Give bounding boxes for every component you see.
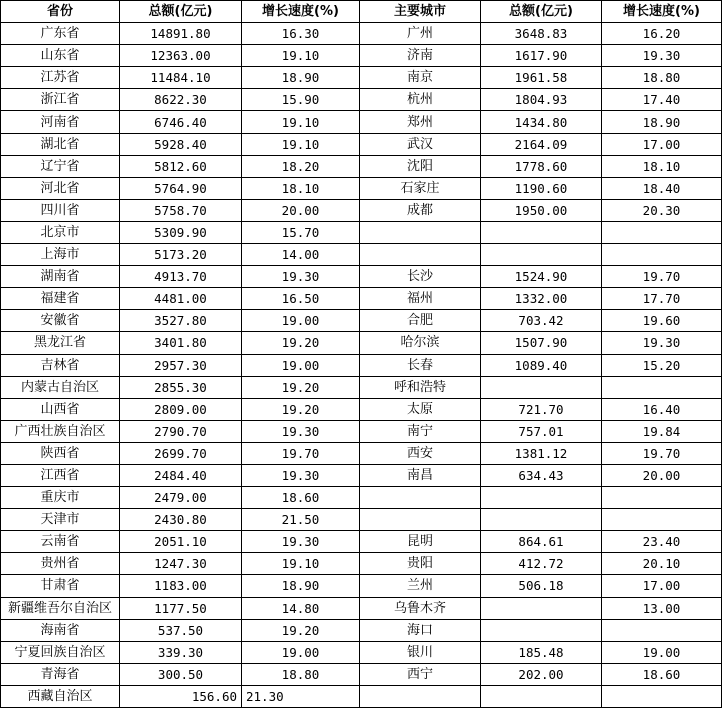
table-row [1,111,722,133]
cell-total: 3401.80 [120,332,242,354]
cell-province: 黑龙江省 [1,332,120,354]
header-row [1,1,722,23]
cell-growth: 19.30 [242,464,360,486]
cell-city: 呼和浩特 [360,376,481,398]
cell-growth: 20.00 [242,199,360,221]
cell-province: 广东省 [1,23,120,45]
cell-growth: 21.50 [242,509,360,531]
table-row [1,199,722,221]
cell-province: 安徽省 [1,310,120,332]
cell-city: 成都 [360,199,481,221]
table-row [1,531,722,553]
cell-city-total [481,509,602,531]
table-row [1,354,722,376]
cell-city [360,244,481,266]
cell-city-growth [602,487,722,509]
cell-city-growth: 19.00 [602,641,722,663]
cell-growth: 18.90 [242,67,360,89]
cell-total: 2957.30 [120,354,242,376]
cell-growth: 19.10 [242,133,360,155]
cell-city: 石家庄 [360,177,481,199]
table-body [1,23,722,708]
cell-city-growth: 18.90 [602,111,722,133]
cell-growth: 19.20 [242,332,360,354]
cell-total: 1247.30 [120,553,242,575]
table-row [1,420,722,442]
cell-province: 山东省 [1,45,120,67]
cell-city-total: 1950.00 [481,199,602,221]
cell-total: 11484.10 [120,67,242,89]
cell-province: 西藏自治区 [1,685,120,707]
cell-growth: 19.30 [242,266,360,288]
cell-city: 兰州 [360,575,481,597]
table-row [1,619,722,641]
cell-city: 杭州 [360,89,481,111]
cell-city-growth: 18.40 [602,177,722,199]
cell-growth: 19.30 [242,531,360,553]
cell-province: 江西省 [1,464,120,486]
table-row [1,288,722,310]
cell-province: 辽宁省 [1,155,120,177]
cell-city: 广州 [360,23,481,45]
header-city: 主要城市 [360,1,481,23]
cell-city: 济南 [360,45,481,67]
cell-province: 广西壮族自治区 [1,420,120,442]
cell-total: 2699.70 [120,442,242,464]
cell-total: 8622.30 [120,89,242,111]
cell-city-growth: 13.00 [602,597,722,619]
cell-city-total [481,597,602,619]
table-row [1,641,722,663]
cell-city-growth: 20.30 [602,199,722,221]
cell-city-growth: 17.00 [602,133,722,155]
cell-growth: 19.00 [242,641,360,663]
cell-total: 4913.70 [120,266,242,288]
cell-city-growth [602,376,722,398]
cell-city: 南京 [360,67,481,89]
header-growth: 增长速度(%) [242,1,360,23]
cell-growth: 19.20 [242,619,360,641]
cell-total: 2430.80 [120,509,242,531]
cell-city-total [481,244,602,266]
cell-growth: 15.70 [242,221,360,243]
cell-total: 4481.00 [120,288,242,310]
cell-city-growth: 19.70 [602,266,722,288]
table-row [1,89,722,111]
cell-city-total [481,221,602,243]
table-row [1,509,722,531]
table-row [1,155,722,177]
cell-city-growth [602,619,722,641]
cell-city: 福州 [360,288,481,310]
cell-province: 河北省 [1,177,120,199]
cell-city-growth: 19.60 [602,310,722,332]
cell-province: 海南省 [1,619,120,641]
cell-city-total: 2164.09 [481,133,602,155]
cell-city [360,509,481,531]
table-row [1,244,722,266]
table-row [1,310,722,332]
cell-city: 武汉 [360,133,481,155]
cell-city-growth: 16.40 [602,398,722,420]
cell-province: 湖北省 [1,133,120,155]
header-total: 总额(亿元) [120,1,242,23]
cell-growth: 16.50 [242,288,360,310]
cell-city-total: 1961.58 [481,67,602,89]
cell-city-total: 506.18 [481,575,602,597]
cell-total: 1183.00 [120,575,242,597]
cell-city-total: 634.43 [481,464,602,486]
cell-city-growth: 16.20 [602,23,722,45]
cell-city-growth [602,221,722,243]
cell-growth: 18.80 [242,663,360,685]
cell-city-growth: 15.20 [602,354,722,376]
cell-growth: 19.30 [242,420,360,442]
header-city-growth: 增长速度(%) [602,1,722,23]
cell-city: 西安 [360,442,481,464]
cell-growth: 18.10 [242,177,360,199]
table-row [1,398,722,420]
cell-total: 2855.30 [120,376,242,398]
cell-city: 长沙 [360,266,481,288]
cell-city-growth: 23.40 [602,531,722,553]
table-row [1,266,722,288]
cell-province: 湖南省 [1,266,120,288]
cell-city-total: 1524.90 [481,266,602,288]
cell-city [360,685,481,707]
cell-growth: 14.80 [242,597,360,619]
cell-city-total [481,685,602,707]
cell-growth: 19.10 [242,553,360,575]
cell-total: 339.30 [120,641,242,663]
cell-city-growth: 19.30 [602,45,722,67]
cell-province: 内蒙古自治区 [1,376,120,398]
cell-total: 5812.60 [120,155,242,177]
cell-total: 14891.80 [120,23,242,45]
cell-province: 浙江省 [1,89,120,111]
cell-city-growth: 19.30 [602,332,722,354]
cell-province: 贵州省 [1,553,120,575]
cell-city-total: 412.72 [481,553,602,575]
cell-growth: 18.20 [242,155,360,177]
cell-growth: 19.00 [242,354,360,376]
cell-city-total: 1617.90 [481,45,602,67]
cell-total: 537.50 [120,619,242,641]
table-row [1,464,722,486]
cell-total: 5173.20 [120,244,242,266]
cell-province: 宁夏回族自治区 [1,641,120,663]
cell-city-total: 1434.80 [481,111,602,133]
cell-city-total [481,487,602,509]
cell-province: 青海省 [1,663,120,685]
cell-city: 银川 [360,641,481,663]
cell-city-growth: 17.40 [602,89,722,111]
cell-city-total: 721.70 [481,398,602,420]
cell-growth: 19.20 [242,376,360,398]
cell-city-growth [602,244,722,266]
table-row [1,177,722,199]
cell-city-growth [602,685,722,707]
cell-city: 郑州 [360,111,481,133]
cell-growth: 19.70 [242,442,360,464]
table-row [1,332,722,354]
cell-total: 2809.00 [120,398,242,420]
cell-city-total: 1381.12 [481,442,602,464]
cell-city [360,221,481,243]
cell-city-growth: 17.00 [602,575,722,597]
header-province: 省份 [1,1,120,23]
cell-city: 贵阳 [360,553,481,575]
cell-city-growth: 20.10 [602,553,722,575]
cell-total: 5309.90 [120,221,242,243]
cell-city: 海口 [360,619,481,641]
cell-city-total: 1804.93 [481,89,602,111]
table-row [1,67,722,89]
cell-total: 156.60 [120,685,242,707]
table-row [1,685,722,707]
cell-province: 天津市 [1,509,120,531]
cell-total: 2484.40 [120,464,242,486]
cell-city-total: 1332.00 [481,288,602,310]
cell-city-growth: 20.00 [602,464,722,486]
cell-city-total: 202.00 [481,663,602,685]
cell-city: 乌鲁木齐 [360,597,481,619]
cell-city: 南宁 [360,420,481,442]
table-row [1,221,722,243]
cell-city-total: 1089.40 [481,354,602,376]
cell-city: 太原 [360,398,481,420]
cell-growth: 18.60 [242,487,360,509]
cell-city-total: 3648.83 [481,23,602,45]
cell-city-total: 864.61 [481,531,602,553]
cell-total: 5764.90 [120,177,242,199]
cell-total: 2051.10 [120,531,242,553]
cell-city: 哈尔滨 [360,332,481,354]
cell-province: 江苏省 [1,67,120,89]
cell-province: 云南省 [1,531,120,553]
cell-province: 四川省 [1,199,120,221]
cell-city-growth: 19.70 [602,442,722,464]
cell-city: 长春 [360,354,481,376]
cell-total: 5928.40 [120,133,242,155]
table-row [1,45,722,67]
cell-province: 陕西省 [1,442,120,464]
cell-province: 北京市 [1,221,120,243]
cell-province: 新疆维吾尔自治区 [1,597,120,619]
cell-total: 1177.50 [120,597,242,619]
cell-city: 西宁 [360,663,481,685]
cell-growth: 19.00 [242,310,360,332]
table-row [1,575,722,597]
cell-city-growth: 19.84 [602,420,722,442]
cell-city-total: 1778.60 [481,155,602,177]
cell-province: 甘肃省 [1,575,120,597]
table-row [1,376,722,398]
cell-province: 河南省 [1,111,120,133]
table-row [1,133,722,155]
cell-growth: 18.90 [242,575,360,597]
cell-total: 300.50 [120,663,242,685]
table-row [1,442,722,464]
cell-city-total [481,619,602,641]
cell-total: 3527.80 [120,310,242,332]
cell-growth: 21.30 [242,685,360,707]
cell-city [360,487,481,509]
cell-growth: 15.90 [242,89,360,111]
cell-total: 2479.00 [120,487,242,509]
cell-city: 沈阳 [360,155,481,177]
table-row [1,487,722,509]
cell-city-total: 703.42 [481,310,602,332]
cell-city-growth: 18.60 [602,663,722,685]
cell-total: 2790.70 [120,420,242,442]
cell-province: 福建省 [1,288,120,310]
cell-growth: 19.10 [242,45,360,67]
cell-total: 5758.70 [120,199,242,221]
table-row [1,663,722,685]
cell-total: 6746.40 [120,111,242,133]
cell-city-total [481,376,602,398]
cell-growth: 16.30 [242,23,360,45]
header-city-total: 总额(亿元) [481,1,602,23]
cell-city: 合肥 [360,310,481,332]
cell-city-growth [602,509,722,531]
cell-province: 吉林省 [1,354,120,376]
cell-province: 上海市 [1,244,120,266]
cell-city-total: 757.01 [481,420,602,442]
cell-city-total: 1190.60 [481,177,602,199]
cell-growth: 19.20 [242,398,360,420]
cell-growth: 19.10 [242,111,360,133]
cell-province: 重庆市 [1,487,120,509]
cell-city-growth: 18.10 [602,155,722,177]
table-row [1,597,722,619]
table-row [1,553,722,575]
cell-growth: 14.00 [242,244,360,266]
cell-city-total: 1507.90 [481,332,602,354]
cell-city-growth: 17.70 [602,288,722,310]
cell-total: 12363.00 [120,45,242,67]
cell-city: 南昌 [360,464,481,486]
cell-city: 昆明 [360,531,481,553]
table-row [1,23,722,45]
cell-city-total: 185.48 [481,641,602,663]
cell-city-growth: 18.80 [602,67,722,89]
cell-province: 山西省 [1,398,120,420]
